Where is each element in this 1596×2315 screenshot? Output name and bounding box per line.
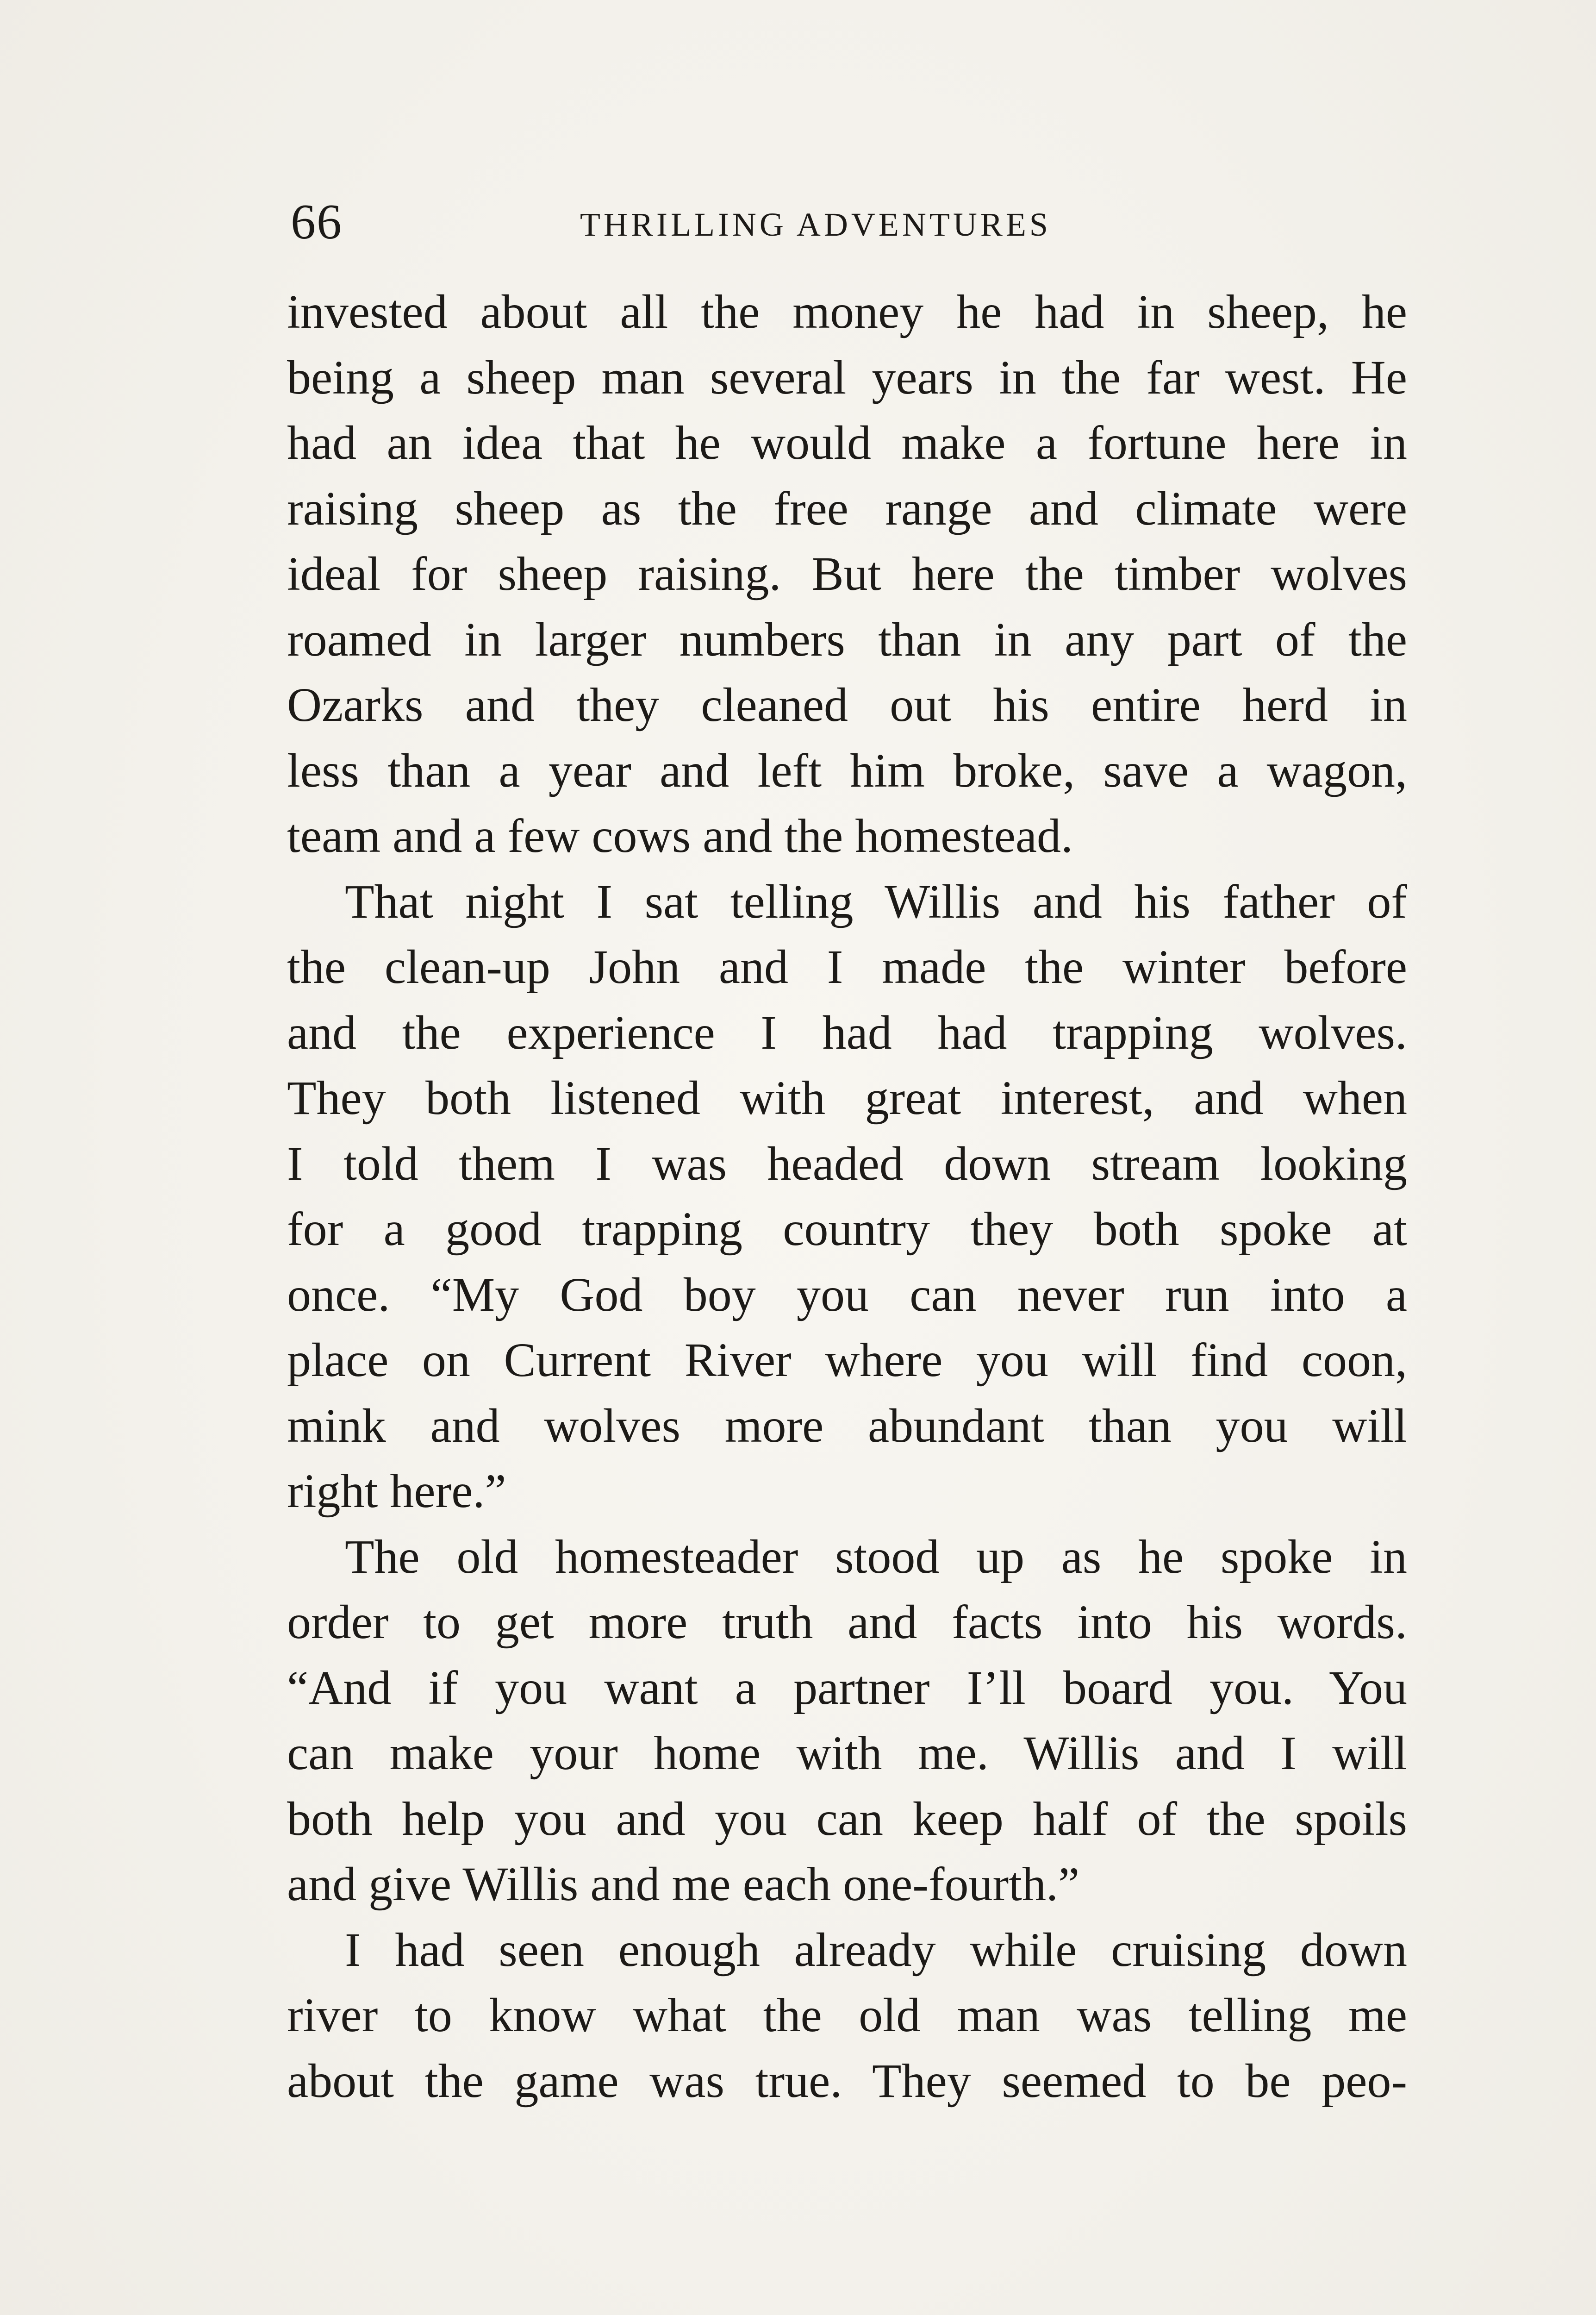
text-line: both help you and you can keep half of the spoils [287, 1792, 1407, 1846]
text-line: “And if you want a partner I’ll board you. You [287, 1661, 1407, 1714]
text-line: right here.” [287, 1464, 506, 1518]
text-line: roamed in larger numbers than in any part of the [287, 613, 1407, 666]
text-line: order to get more truth and facts into his words. [287, 1595, 1407, 1649]
paragraph-first-line: That night I sat telling Willis and his father of [345, 875, 1407, 928]
text-line: raising sheep as the free range and climate were [287, 482, 1407, 535]
text-line: and the experience I had had trapping wolves. [287, 1006, 1407, 1059]
running-head [291, 194, 1406, 250]
text-line: once. “My God boy you can never run into a [287, 1268, 1407, 1321]
text-line: being a sheep man several years in the far west. He [287, 350, 1407, 404]
paragraph-first-line: The old homesteader stood up as he spoke in [345, 1530, 1407, 1583]
text-line: I told them I was headed down stream looking [287, 1137, 1407, 1190]
text-line: had an idea that he would make a fortune here in [287, 416, 1407, 469]
text-line: mink and wolves more abundant than you will [287, 1399, 1407, 1452]
text-line: the clean-up John and I made the winter before [287, 940, 1407, 994]
text-line: Ozarks and they cleaned out his entire herd in [287, 678, 1407, 732]
text-line: for a good trapping country they both spoke at [287, 1202, 1407, 1256]
text-line: river to know what the old man was telling me [287, 1989, 1407, 2042]
text-line: and give Willis and me each one-fourth.” [287, 1858, 1080, 1911]
text-line: place on Current River where you will find coon, [287, 1333, 1407, 1387]
text-line: can make your home with me. Willis and I will [287, 1727, 1407, 1780]
running-title: THRILLING ADVENTURES [580, 206, 1051, 243]
page-number: 66 [291, 194, 343, 250]
text-line: They both listened with great interest, and when [287, 1071, 1407, 1125]
body-text [287, 279, 1407, 2114]
text-line: about the game was true. They seemed to be peo- [287, 2054, 1407, 2108]
text-line: invested about all the money he had in sheep, he [287, 285, 1407, 338]
text-line: less than a year and left him broke, save a wagon, [287, 744, 1407, 797]
text-line: team and a few cows and the homestead. [287, 809, 1073, 863]
text-line: ideal for sheep raising. But here the timber wolves [287, 547, 1407, 601]
paragraph-first-line: I had seen enough already while cruising down [345, 1923, 1407, 1977]
